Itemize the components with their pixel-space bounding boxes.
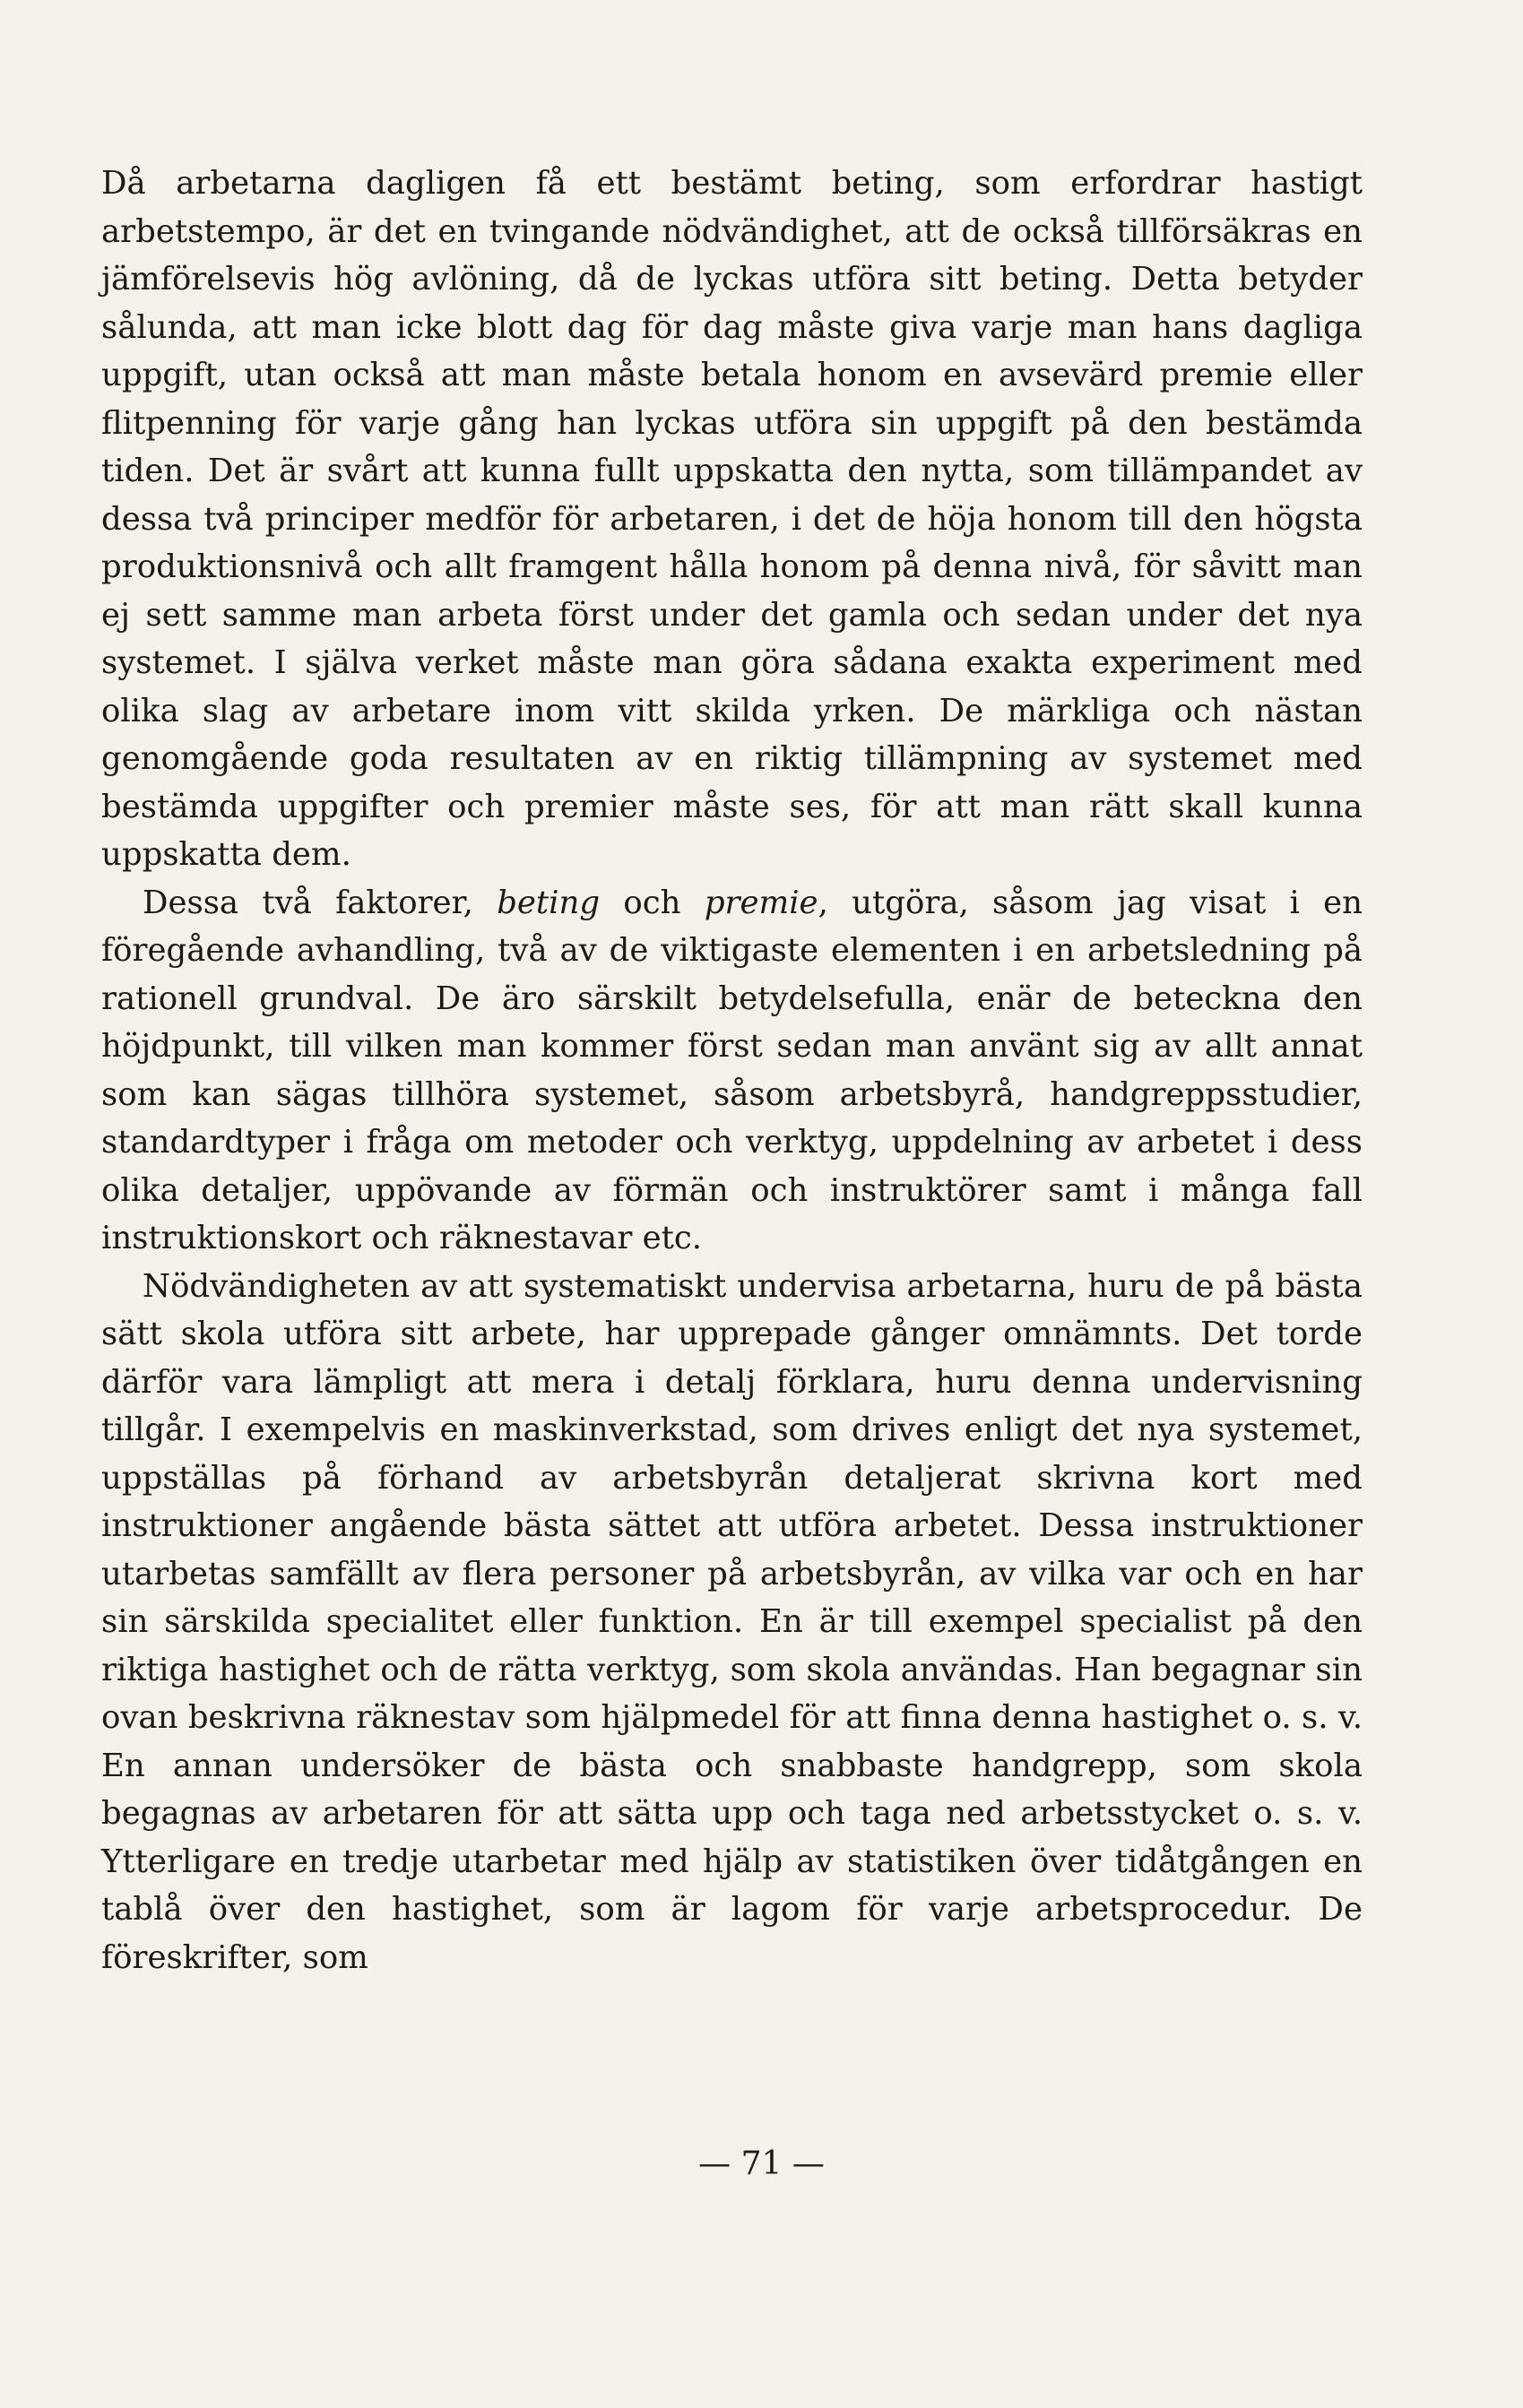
page-number: — 71 —: [698, 2145, 825, 2182]
term-beting: beting: [497, 884, 601, 921]
paragraph-2: [101, 879, 1363, 1263]
page-body: [101, 160, 1363, 1981]
paragraph-1: Då arbetarna dagligen få ett bestämt beting, som erfordrar hastigt arbetstempo, är det en tvingande nödvändighet, att de också tillförsäkras en jämförelsevis hög avlöning, då de lyckas utföra sitt beting. Detta betyder sålunda, att man icke blott dag för dag måste giva varje man hans dagliga uppgift, utan också att man måste betala honom en avsevärd premie eller flitpenning för varje gång han lyckas utföra sin uppgift på den bestämda tiden. Det är svårt att kunna fullt uppskatta den nytta, som tillämpandet av dessa två principer medför för arbetaren, i det de höja honom till den högsta produktionsnivå och allt framgent hålla honom på denna nivå, för såvitt man ej sett samme man arbeta först under det gamla och sedan under det nya systemet. I själva verket måste man göra sådana exakta experiment med olika slag av arbetare inom vitt skilda yrken. De märkliga och nästan genomgående goda resultaten av en riktig tillämpning av systemet med bestämda uppgifter och premier måste ses, för att man rätt skall kunna uppskatta dem.: [101, 165, 1363, 873]
paragraph-2-conjunction: och: [600, 884, 705, 921]
term-premie: premie: [704, 884, 818, 921]
paragraph-3: Nödvändigheten av att systematiskt undervisa arbetarna, huru de på bästa sätt skola utföra sitt arbete, har upprepade gånger omnämnts. Det torde därför vara lämpligt att mera i detalj förklara, huru denna undervisning tillgår. I exempelvis en maskinverkstad, som drives enligt det nya systemet, uppställas på förhand av arbetsbyrån detaljerat skrivna kort med instruktioner angående bästa sättet att utföra arbetet. Dessa instruktioner utarbetas samfällt av flera personer på arbetsbyrån, av vilka var och en har sin särskilda specialitet eller funktion. En är till exempel specialist på den riktiga hastighet och de rätta verktyg, som skola användas. Han begagnar sin ovan beskrivna räknestav som hjälpmedel för att finna denna hastighet o. s. v. En annan undersöker de bästa och snabbaste handgrepp, som skola begagnas av arbetaren för att sätta upp och taga ned arbetsstycket o. s. v. Ytterligare en tredje utarbetar med hjälp av statistiken över tidåtgången en tablå över den hastighet, som är lagom för varje arbetsprocedur. De föreskrifter, som: [101, 1267, 1363, 1976]
paragraph-2-rest: , utgöra, såsom jag visat i en föregående avhandling, två av de viktigaste elementen i en arbetsledning på rationell grundval. De äro särskilt betydelsefulla, enär de beteckna den höjdpunkt, till vilken man kommer först sedan man använt sig av allt annat som kan sägas tillhöra systemet, såsom arbetsbyrå, handgreppsstudier, standardtyper i fråga om metoder och verktyg, uppdelning av arbetet i dess olika detaljer, uppövande av förmän och instruktörer samt i många fall instruktionskort och räknestavar etc.: [101, 884, 1363, 1256]
paragraph-2-start: Dessa två faktorer,: [143, 884, 498, 921]
